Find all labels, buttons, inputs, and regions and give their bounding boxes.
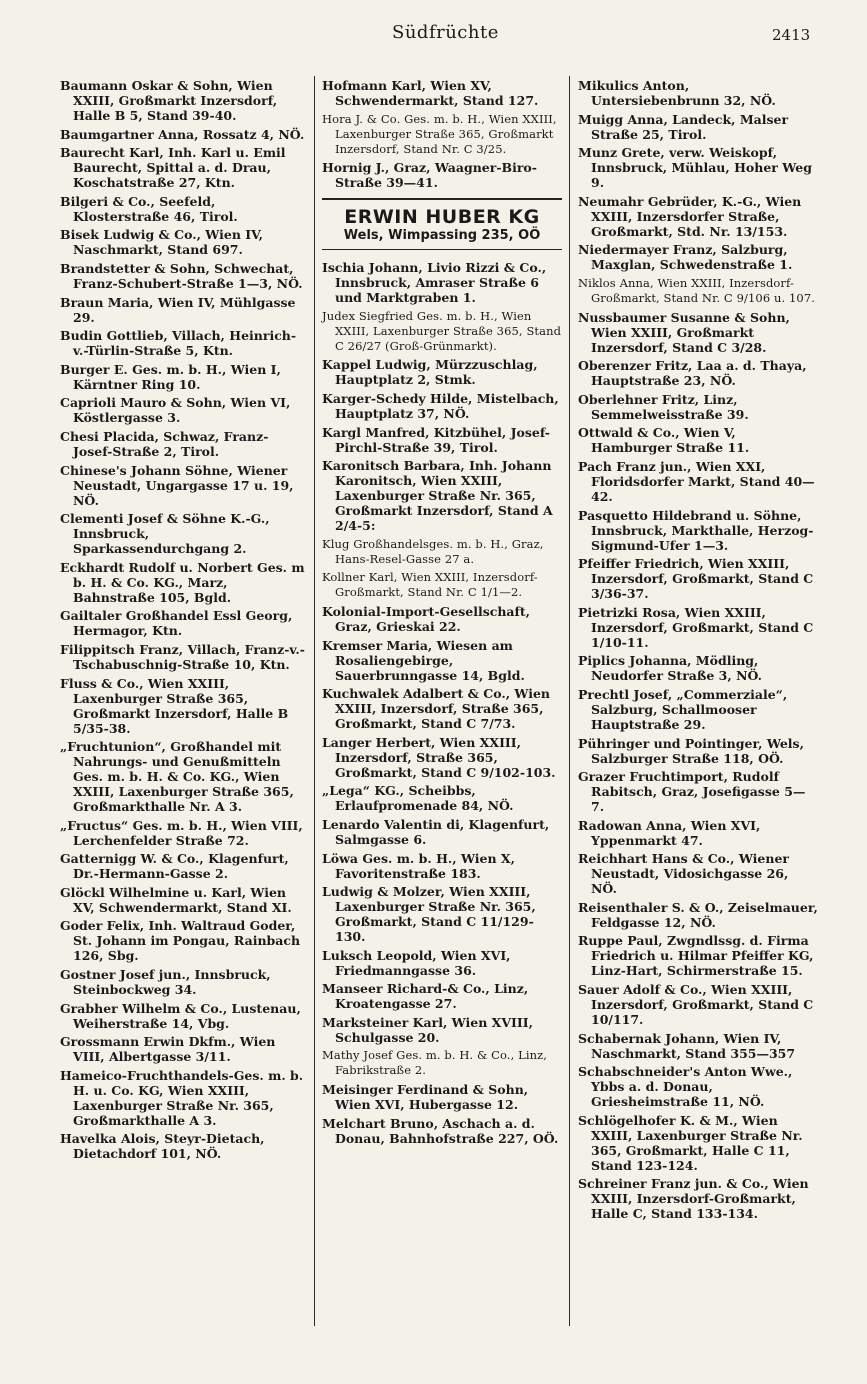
- directory-entry: Kappel Ludwig, Mürzzuschlag, Hauptplatz 2, Stmk.: [322, 357, 538, 388]
- directory-entry: Schlögelhofer K. & M., Wien XXIII, Laxenburger Straße Nr. 365, Großmarkt, Halle C 11, Stand 123-124.: [578, 1112, 803, 1173]
- directory-entry: Oberlehner Fritz, Linz, Semmelweisstraße 39.: [578, 391, 749, 422]
- directory-entry: Eckhardt Rudolf u. Norbert Ges. m b. H. & Co. KG., Marz, Bahnstraße 105, Bgld.: [60, 559, 305, 605]
- directory-entry: Karonitsch Barbara, Inh. Johann Karonitsch, Wien XXIII, Laxenburger Straße Nr. 365, Großmarkt Inzersdorf, Stand A 2/4-5:: [322, 458, 553, 534]
- advertisement-address: Wels, Wimpassing 235, OÖ: [343, 228, 541, 244]
- directory-entry: „Fruchtunion“, Großhandel mit Nahrungs- und Genußmitteln Ges. m. b. H. & Co. KG., Wien XXIII, Laxenburger Straße 365, Großmarkthalle Nr. A 3.: [60, 739, 294, 815]
- directory-entry: Hora J. & Co. Ges. m. b. H., Wien XXIII, Laxenburger Straße 365, Großmarkt Inzersdorf, Stand Nr. C 3/25.: [322, 111, 557, 156]
- directory-entry: Brandstetter & Sohn, Schwechat, Franz-Schubert-Straße 1—3, NÖ.: [60, 260, 303, 291]
- directory-entry: Gostner Josef jun., Innsbruck, Steinbockweg 34.: [60, 967, 271, 998]
- directory-entry: Bisek Ludwig & Co., Wien IV, Naschmarkt, Stand 697.: [60, 227, 263, 258]
- page-title: Südfrüchte: [392, 22, 499, 43]
- directory-entry: Clementi Josef & Söhne K.-G., Innsbruck, Sparkassendurchgang 2.: [60, 511, 270, 557]
- directory-entry: Pühringer und Pointinger, Wels, Salzburger Straße 118, OÖ.: [578, 735, 804, 766]
- directory-entry: Hornig J., Graz, Waagner-Biro-Straße 39—41.: [322, 160, 537, 191]
- directory-entry: Muigg Anna, Landeck, Malser Straße 25, Tirol.: [578, 111, 789, 142]
- directory-entry: Fluss & Co., Wien XXIII, Laxenburger Straße 365, Großmarkt Inzersdorf, Halle B 5/35-38.: [60, 675, 289, 736]
- directory-entry: Grabher Wilhelm & Co., Lustenau, Weiherstraße 14, Vbg.: [60, 1000, 301, 1031]
- advertisement-title: ERWIN HUBER KG: [344, 206, 540, 229]
- page-header: [0, 22, 867, 52]
- column-divider: [314, 76, 315, 1326]
- directory-entry: Ischia Johann, Livio Rizzi & Co., Innsbruck, Amraser Straße 6 und Marktgraben 1.: [322, 260, 547, 306]
- directory-entry: Schabschneider's Anton Wwe., Ybbs a. d. Donau, Griesheimstraße 11, NÖ.: [578, 1064, 793, 1110]
- directory-entry: Ludwig & Molzer, Wien XXIII, Laxenburger Straße Nr. 365, Großmarkt, Stand C 11/129-130.: [322, 884, 536, 945]
- directory-entry: Kremser Maria, Wiesen am Rosaliengebirge, Sauerbrunngasse 14, Bgld.: [322, 637, 525, 683]
- directory-entry: Mathy Josef Ges. m. b. H. & Co., Linz, Fabrikstraße 2.: [322, 1048, 548, 1078]
- directory-entry: Melchart Bruno, Aschach a. d. Donau, Bahnhofstraße 227, OÖ.: [322, 1115, 559, 1146]
- directory-entry: Gatternigg W. & Co., Klagenfurt, Dr.-Hermann-Gasse 2.: [60, 851, 289, 882]
- directory-entry: Grazer Fruchtimport, Rudolf Rabitsch, Graz, Josefigasse 5—7.: [578, 769, 806, 815]
- directory-entry: Reisenthaler S. & O., Zeiselmauer, Feldgasse 12, NÖ.: [578, 899, 818, 930]
- directory-entry: „Fructus“ Ges. m. b. H., Wien VIII, Lerchenfelder Straße 72.: [60, 817, 303, 848]
- directory-column-1: [60, 78, 306, 1165]
- column-divider: [569, 76, 570, 1326]
- directory-entry: Bilgeri & Co., Seefeld, Klosterstraße 46, Tirol.: [60, 193, 238, 224]
- directory-column-3: [578, 78, 818, 1225]
- directory-entry: „Lega“ KG., Scheibbs, Erlaufpromenade 84, NÖ.: [322, 783, 514, 814]
- directory-entry: Piplics Johanna, Mödling, Neudorfer Straße 3, NÖ.: [578, 653, 763, 684]
- directory-entry: Klug Großhandelsges. m. b. H., Graz, Hans-Resel-Gasse 27 a.: [322, 536, 544, 566]
- directory-entry: Ruppe Paul, Zwgndlssg. d. Firma Friedrich u. Hilmar Pfeiffer KG, Linz-Hart, Schirmerstraße 15.: [578, 933, 814, 979]
- directory-entry: Langer Herbert, Wien XXIII, Inzersdorf, Straße 365, Großmarkt, Stand C 9/102-103.: [322, 734, 556, 780]
- directory-entry: Gailtaler Großhandel Essl Georg, Hermagor, Ktn.: [60, 608, 293, 639]
- directory-entry: Kuchwalek Adalbert & Co., Wien XXIII, Inzersdorf, Straße 365, Großmarkt, Stand C 7/73.: [322, 686, 551, 732]
- directory-entry: Karger-Schedy Hilde, Mistelbach, Hauptplatz 37, NÖ.: [322, 390, 559, 421]
- directory-entry: Meisinger Ferdinand & Sohn, Wien XVI, Hubergasse 12.: [322, 1082, 529, 1113]
- directory-entry: Niklos Anna, Wien XXIII, Inzersdorf-Großmarkt, Stand Nr. C 9/106 u. 107.: [578, 275, 816, 305]
- directory-entry: Manseer Richard-& Co., Linz, Kroatengasse 27.: [322, 981, 529, 1012]
- directory-entry: Niedermayer Franz, Salzburg, Maxglan, Schwedenstraße 1.: [578, 242, 793, 273]
- directory-entry: Radowan Anna, Wien XVI, Yppenmarkt 47.: [578, 817, 761, 848]
- directory-entry: Chesi Placida, Schwaz, Franz-Josef-Straße 2, Tirol.: [60, 428, 269, 459]
- directory-entry: Ottwald & Co., Wien V, Hamburger Straße 11.: [578, 425, 750, 456]
- directory-entry: Schabernak Johann, Wien IV, Naschmarkt, Stand 355—357: [578, 1030, 796, 1061]
- directory-entry: Goder Felix, Inh. Waltraud Goder, St. Johann im Pongau, Rainbach 126, Sbg.: [60, 918, 301, 964]
- directory-entry: Pfeiffer Friedrich, Wien XXIII, Inzersdorf, Großmarkt, Stand C 3/36-37.: [578, 556, 814, 602]
- directory-entry: Oberenzer Fritz, Laa a. d. Thaya, Hauptstraße 23, NÖ.: [578, 358, 807, 389]
- directory-entry: Löwa Ges. m. b. H., Wien X, Favoritenstraße 183.: [322, 850, 515, 881]
- directory-entry: Burger E. Ges. m. b. H., Wien I, Kärntner Ring 10.: [60, 361, 281, 392]
- directory-entry: Kollner Karl, Wien XXIII, Inzersdorf-Großmarkt, Stand Nr. C 1/1—2.: [322, 570, 538, 600]
- directory-entry: Baurecht Karl, Inh. Karl u. Emil Baurecht, Spittal a. d. Drau, Koschatstraße 27, Ktn.: [60, 145, 286, 191]
- directory-entry: Prechtl Josef, „Commerziale“, Salzburg, Schallmooser Hauptstraße 29.: [578, 686, 788, 732]
- directory-entry: Marksteiner Karl, Wien XVIII, Schulgasse 20.: [322, 1014, 533, 1045]
- directory-entry: Judex Siegfried Ges. m. b. H., Wien XXIII, Laxenburger Straße 365, Stand C 26/27 (Groß-Grünmarkt).: [322, 308, 562, 353]
- directory-entry: Munz Grete, verw. Weiskopf, Innsbruck, Mühlau, Hoher Weg 9.: [578, 145, 812, 191]
- directory-entry: Schreiner Franz jun. & Co., Wien XXIII, Inzersdorf-Großmarkt, Halle C, Stand 133-134.: [578, 1176, 809, 1222]
- directory-entry: Braun Maria, Wien IV, Mühlgasse 29.: [60, 294, 296, 325]
- directory-entry: Filippitsch Franz, Villach, Franz-v.-Tschabuschnig-Straße 10, Ktn.: [60, 641, 305, 672]
- directory-entry: Caprioli Mauro & Sohn, Wien VI, Köstlergasse 3.: [60, 395, 291, 426]
- directory-entry: Luksch Leopold, Wien XVI, Friedmanngasse 36.: [322, 947, 511, 978]
- directory-entry: Baumann Oskar & Sohn, Wien XXIII, Großmarkt Inzersdorf, Halle B 5, Stand 39-40.: [60, 78, 278, 123]
- directory-entry: Chinese's Johann Söhne, Wiener Neustadt, Ungargasse 17 u. 19, NÖ.: [60, 462, 294, 508]
- directory-entry: Pach Franz jun., Wien XXI, Floridsdorfer Markt, Stand 40—42.: [578, 458, 815, 504]
- directory-entry: Pietrizki Rosa, Wien XXIII, Inzersdorf, Großmarkt, Stand C 1/10-11.: [578, 604, 814, 650]
- directory-entry: Grossmann Erwin Dkfm., Wien VIII, Albertgasse 3/11.: [60, 1034, 276, 1065]
- directory-entry: Kolonial-Import-Gesellschaft, Graz, Grieskai 22.: [322, 603, 531, 634]
- directory-entry: Kargl Manfred, Kitzbühel, Josef-Pirchl-Straße 39, Tirol.: [322, 424, 550, 455]
- directory-entry: Hofmann Karl, Wien XV, Schwendermarkt, Stand 127.: [322, 78, 539, 108]
- directory-entry: Hameico-Fruchthandels-Ges. m. b. H. u. Co. KG, Wien XXIII, Laxenburger Straße Nr. 365, Großmarkthalle A 3.: [60, 1067, 304, 1128]
- directory-entry: Pasquetto Hildebrand u. Söhne, Innsbruck, Markthalle, Herzog-Sigmund-Ufer 1—3.: [578, 507, 814, 553]
- directory-entry: Reichhart Hans & Co., Wiener Neustadt, Vidosichgasse 26, NÖ.: [578, 851, 789, 897]
- directory-entry: Budin Gottlieb, Villach, Heinrich-v.-Türlin-Straße 5, Ktn.: [60, 328, 297, 359]
- directory-entry: Lenardo Valentin di, Klagenfurt, Salmgasse 6.: [322, 816, 550, 847]
- directory-entry: Neumahr Gebrüder, K.-G., Wien XXIII, Inzersdorfer Straße, Großmarkt, Std. Nr. 13/153.: [578, 193, 802, 239]
- directory-entry: Baumgartner Anna, Rossatz 4, NÖ.: [60, 126, 305, 142]
- directory-entry: Havelka Alois, Steyr-Dietach, Dietachdorf 101, NÖ.: [60, 1131, 265, 1162]
- directory-entry: Sauer Adolf & Co., Wien XXIII, Inzersdorf, Großmarkt, Stand C 10/117.: [578, 982, 814, 1028]
- page-number: 2413: [772, 26, 811, 44]
- directory-column-2: [322, 78, 562, 1149]
- directory-entry: Nussbaumer Susanne & Sohn, Wien XXIII, Großmarkt Inzersdorf, Stand C 3/28.: [578, 309, 790, 355]
- directory-entry: Glöckl Wilhelmine u. Karl, Wien XV, Schwendermarkt, Stand XI.: [60, 884, 292, 915]
- directory-entry: Mikulics Anton, Untersiebenbrunn 32, NÖ.: [578, 78, 776, 108]
- advertisement-box: [322, 198, 562, 250]
